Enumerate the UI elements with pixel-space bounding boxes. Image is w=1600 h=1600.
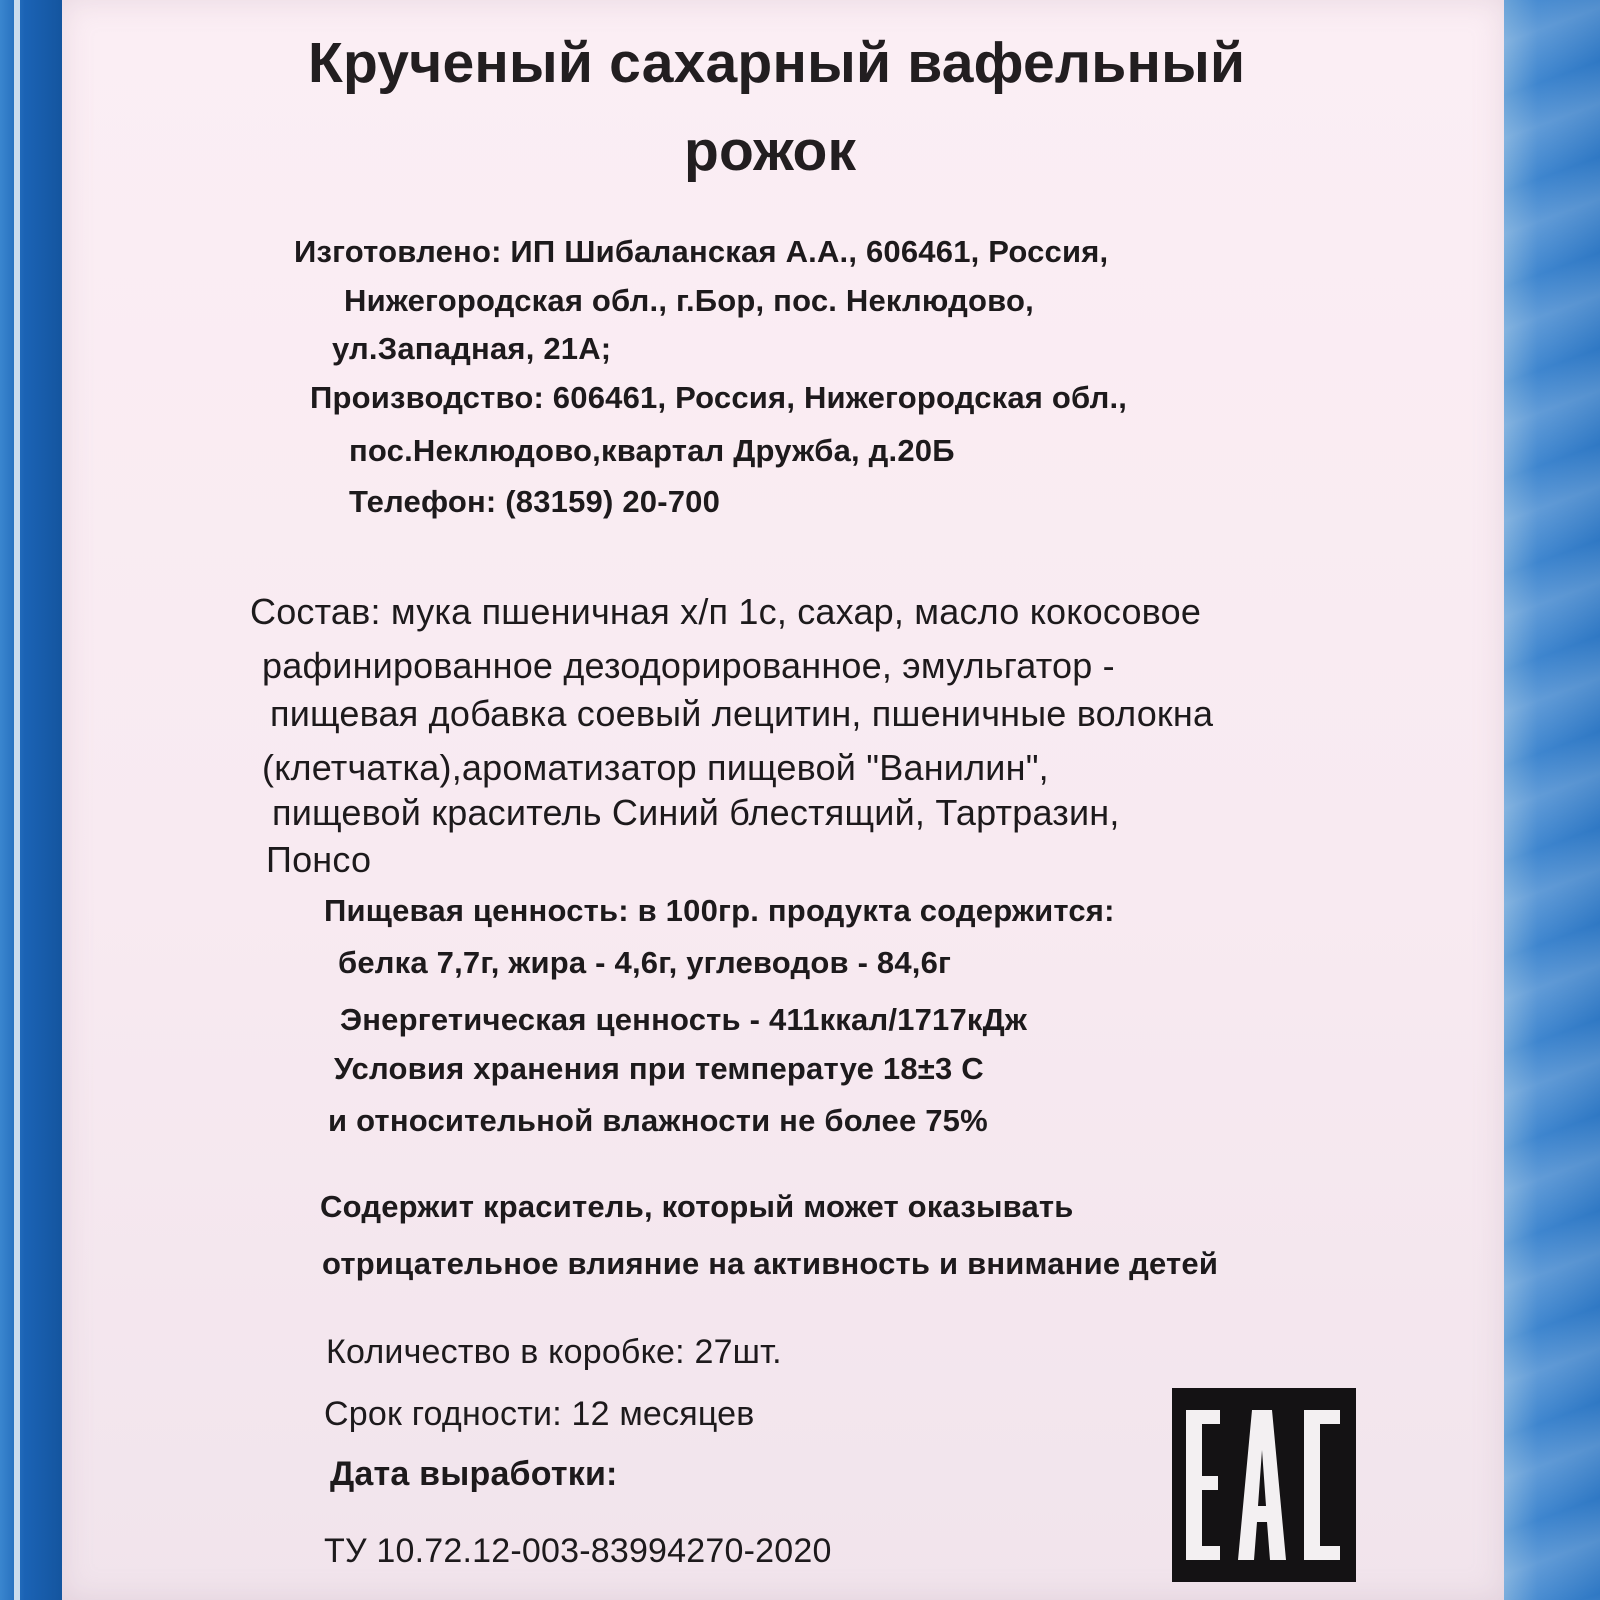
production-line: Производство: 606461, Россия, Нижегородская обл., (310, 380, 1128, 415)
product-label (62, 0, 1504, 1600)
composition-line: Состав: мука пшеничная х/п 1с, сахар, масло кокосовое (250, 591, 1202, 632)
storage-line: и относительной влажности не более 75% (328, 1103, 988, 1138)
composition-line: пищевой краситель Синий блестящий, Тартразин, (272, 792, 1120, 833)
box-left-stripe (14, 0, 20, 1600)
quantity-per-box: Количество в коробке: 27шт. (326, 1333, 782, 1371)
phone-number: Телефон: (83159) 20-700 (349, 484, 721, 519)
shelf-life: Срок годности: 12 месяцев (324, 1395, 755, 1433)
manufacturer-line: ул.Западная, 21А; (332, 331, 612, 366)
energy-value: Энергетическая ценность - 411ккал/1717кДж (340, 1002, 1028, 1037)
composition-line: пищевая добавка соевый лецитин, пшеничные волокна (270, 693, 1214, 734)
eac-mark-icon (1172, 1388, 1356, 1582)
production-date-label: Дата выработки: (330, 1455, 618, 1493)
warning-line: отрицательное влияние на активность и внимание детей (322, 1246, 1219, 1281)
composition-line: рафинированное дезодорированное, эмульгатор - (262, 645, 1115, 686)
product-title-line1: Крученый сахарный вафельный (308, 31, 1246, 95)
box-left-edge (0, 0, 62, 1600)
manufacturer-line: Нижегородская обл., г.Бор, пос. Неклюдово, (344, 283, 1034, 318)
storage-line: Условия хранения при температуе 18±3 С (334, 1051, 984, 1086)
nutrition-line: белка 7,7г, жира - 4,6г, углеводов - 84,6г (338, 945, 952, 980)
product-title-line2: рожок (684, 119, 857, 183)
box-right-sheen (1504, 0, 1600, 1600)
production-line: пос.Неклюдово,квартал Дружба, д.20Б (349, 433, 955, 468)
warning-line: Содержит краситель, который может оказывать (320, 1189, 1074, 1224)
manufacturer-line: Изготовлено: ИП Шибаланская А.А., 606461, Россия, (294, 234, 1109, 269)
technical-standard: ТУ 10.72.12-003-83994270-2020 (324, 1532, 832, 1570)
nutrition-line: Пищевая ценность: в 100гр. продукта содержится: (324, 893, 1115, 928)
composition-line: Понсо (266, 839, 372, 880)
composition-line: (клетчатка),ароматизатор пищевой "Ванилин", (262, 747, 1049, 788)
